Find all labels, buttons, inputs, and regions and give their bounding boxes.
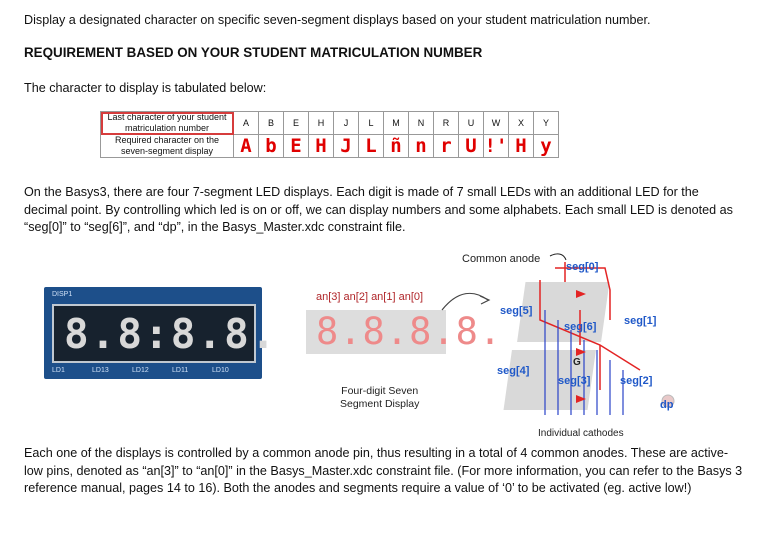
anode-label: an[1] <box>371 291 396 303</box>
letter-cell: L <box>359 112 384 135</box>
common-anode-label: Common anode <box>462 253 541 265</box>
seg1-label: seg[1] <box>624 315 657 327</box>
board-label: LD12 <box>132 367 149 374</box>
four-digit-caption <box>340 385 419 411</box>
glyph-cell: E <box>284 135 309 158</box>
glyph-cell: ñ <box>384 135 409 158</box>
segment-diagram <box>440 250 740 445</box>
cathodes-label: Individual cathodes <box>538 428 624 439</box>
board-label: LD13 <box>92 367 109 374</box>
seg6-label: seg[6] <box>564 321 597 333</box>
four-digit-digits: 8.8.8.8. <box>316 310 503 353</box>
letter-cell: Y <box>534 112 559 135</box>
table-row <box>101 135 559 158</box>
glyph-cell: y <box>534 135 559 158</box>
seg0-label: seg[0] <box>566 261 599 273</box>
glyph-cell: r <box>434 135 459 158</box>
row1-header: Last character of your student matriculation number <box>101 112 234 135</box>
letter-cell: B <box>259 112 284 135</box>
seg5-label: seg[5] <box>500 305 533 317</box>
board-digits: 8.8:8.8. <box>64 310 278 358</box>
character-table <box>100 111 559 158</box>
letter-cell: W <box>484 112 509 135</box>
letter-cell: U <box>459 112 484 135</box>
board-label: DISP1 <box>52 291 73 298</box>
seg2-label: seg[2] <box>620 375 653 387</box>
outro-paragraph: Each one of the displays is controlled by a common anode pin, thus resulting in a total of 4 common anodes. These are active-low pins, denoted as “an[3]” to “an[0]” in the Basys_Master.xdc constraint file. (For more information, you can refer to the Basys 3 reference manual, pages 14 to 16). Both the anodes and segments require a value of ‘0’ to be activated (eg. active low!) <box>24 446 743 495</box>
four-digit-display <box>306 310 503 354</box>
glyph-cell: n <box>409 135 434 158</box>
row2-header: Required character on the seven-segment display <box>101 135 234 158</box>
glyph-cell: U <box>459 135 484 158</box>
glyph-cell: H <box>509 135 534 158</box>
caption-line: Four-digit Seven <box>341 385 419 397</box>
dp-label: dp <box>660 399 674 411</box>
requirement-heading: REQUIREMENT BASED ON YOUR STUDENT MATRICULATION NUMBER <box>24 45 483 60</box>
glyph-cell: b <box>259 135 284 158</box>
letter-cell: A <box>234 112 259 135</box>
letter-cell: N <box>409 112 434 135</box>
basys-board-image <box>44 287 278 379</box>
table-intro: The character to display is tabulated below: <box>24 81 267 95</box>
letter-cell: E <box>284 112 309 135</box>
board-label: LD1 <box>52 367 65 374</box>
letter-cell: X <box>509 112 534 135</box>
letter-cell: J <box>334 112 359 135</box>
letter-cell: R <box>434 112 459 135</box>
table-row <box>101 112 559 135</box>
glyph-cell: A <box>234 135 259 158</box>
glyph-cell: H <box>309 135 334 158</box>
board-label: LD11 <box>172 367 189 374</box>
anode-labels <box>316 291 423 303</box>
glyph-cell: J <box>334 135 359 158</box>
board-label: LD10 <box>212 367 229 374</box>
glyph-cell: !' <box>484 134 508 157</box>
glyph-cell: L <box>359 135 384 158</box>
g-label: G <box>573 357 581 368</box>
intro-text: Display a designated character on specific seven-segment displays based on your student matriculation number. <box>24 13 651 27</box>
anode-label: an[0] <box>398 291 424 303</box>
caption-line: Segment Display <box>340 398 420 410</box>
anode-label: an[3] <box>316 291 341 303</box>
basys-paragraph: On the Basys3, there are four 7-segment LED displays. Each digit is made of 7 small LEDs with an additional LED for the decimal point. By controlling which led is on or off, we can display numbers and some alphabets. Each small LED is denoted as “seg[0]” to “seg[6]”, and “dp”, in the Basys_Master.xdc constraint file. <box>24 185 733 234</box>
anode-label: an[2] <box>343 291 368 303</box>
letter-cell: H <box>309 112 334 135</box>
seg4-label: seg[4] <box>497 365 530 377</box>
seg3-label: seg[3] <box>558 375 591 387</box>
letter-cell: M <box>384 112 409 135</box>
board-display <box>52 304 278 363</box>
